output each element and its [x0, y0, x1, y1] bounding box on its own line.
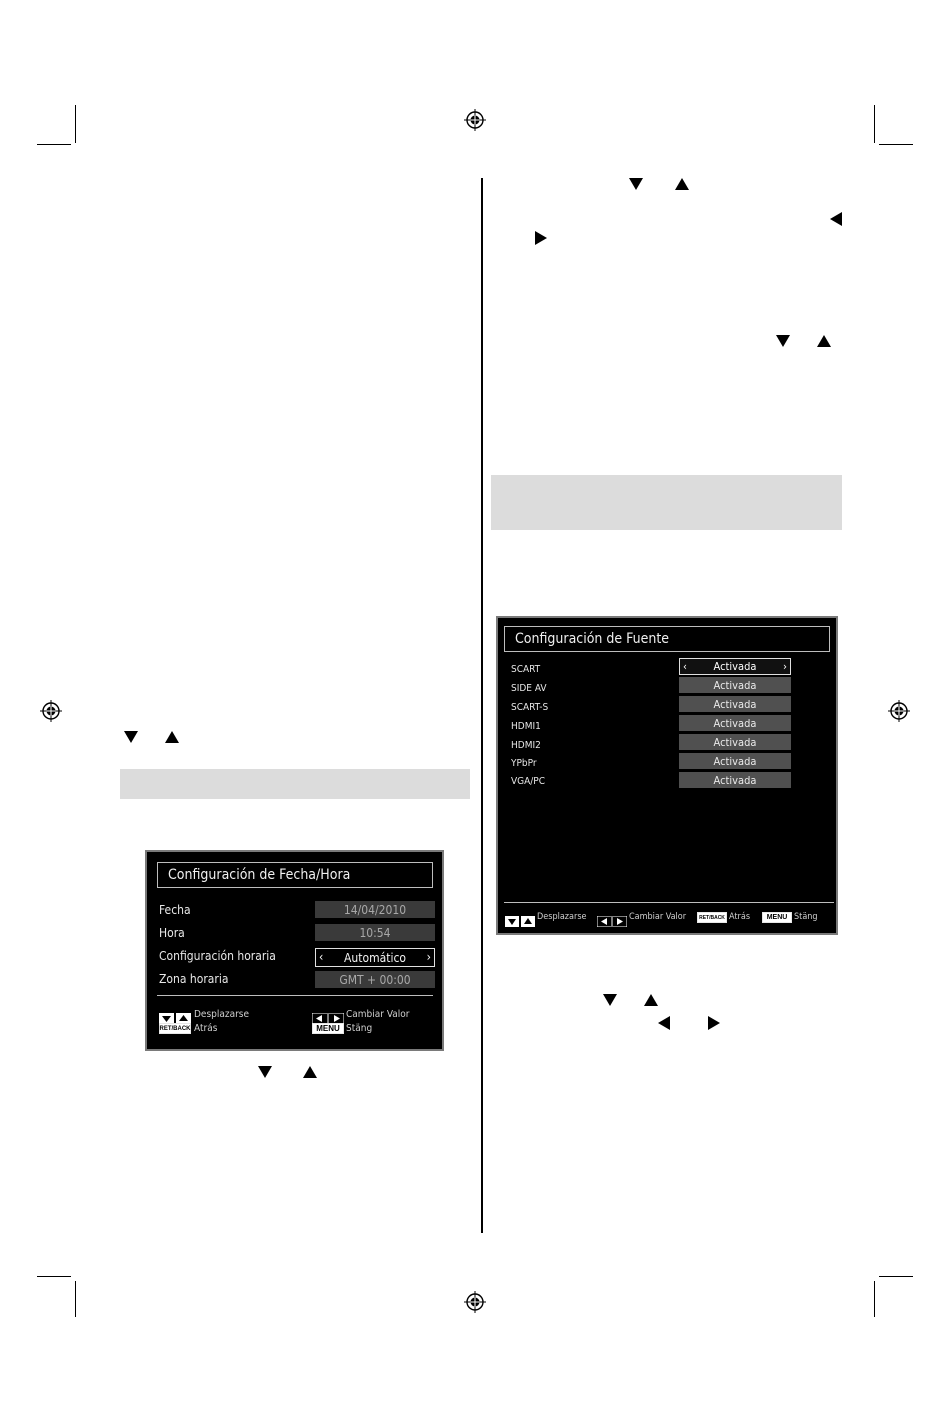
scart-s-value[interactable]: Activada	[679, 696, 791, 712]
scart-value: Activada	[713, 660, 757, 673]
section-heading-band	[120, 769, 470, 799]
registration-target-icon	[464, 1291, 486, 1313]
dialog-title: Configuración de Fuente	[504, 626, 830, 652]
source-label-ypbpr: YPbPr	[511, 758, 537, 769]
dialog-divider	[504, 902, 834, 903]
triangle-up-icon	[817, 335, 831, 347]
crop-mark-tr-v	[874, 105, 875, 143]
vga-pc-value[interactable]: Activada	[679, 772, 791, 788]
column-divider	[481, 178, 483, 1233]
crop-mark-tr-h	[879, 144, 913, 145]
triangle-right-icon	[708, 1016, 720, 1030]
hdmi2-value[interactable]: Activada	[679, 734, 791, 750]
source-label-side-av: SIDE AV	[511, 683, 547, 694]
zona-horaria-value[interactable]: GMT + 00:00	[315, 971, 435, 988]
menu-key: MENU	[312, 1023, 344, 1034]
change-keys-icon	[312, 1009, 344, 1020]
row-label-hora: Hora	[159, 926, 185, 940]
hdmi1-value[interactable]: Activada	[679, 715, 791, 731]
registration-target-icon	[464, 109, 486, 131]
triangle-down-icon	[603, 994, 617, 1006]
crop-mark-bl-h	[37, 1276, 71, 1277]
row-label-zona-horaria: Zona horaria	[159, 972, 229, 986]
hint-close: Stäng	[346, 1023, 373, 1034]
ypbpr-value[interactable]: Activada	[679, 753, 791, 769]
chevron-left-icon[interactable]: ‹	[319, 950, 324, 964]
source-label-hdmi2: HDMI2	[511, 740, 541, 751]
chevron-right-icon[interactable]: ›	[426, 950, 431, 964]
triangle-down-icon	[258, 1066, 272, 1078]
hint-back: Atrás	[194, 1023, 218, 1034]
dialog-divider	[157, 995, 433, 996]
section-heading-band	[491, 475, 842, 530]
ret-back-key: RET/BACK	[697, 912, 727, 923]
crop-mark-br-v	[874, 1281, 875, 1317]
row-label-configuracion-horaria: Configuración horaria	[159, 949, 276, 963]
scroll-keys-icon	[159, 1009, 191, 1020]
triangle-down-icon	[776, 335, 790, 347]
row-label-fecha: Fecha	[159, 903, 191, 917]
triangle-left-icon	[658, 1016, 670, 1030]
hint-change: Cambiar Valor	[629, 912, 687, 922]
triangle-up-icon	[675, 178, 689, 190]
source-label-scart-s: SCART-S	[511, 702, 549, 713]
hint-back: Atrás	[729, 912, 751, 922]
crop-mark-bl-v	[75, 1281, 76, 1317]
hint-change: Cambiar Valor	[346, 1009, 410, 1020]
registration-target-icon	[40, 700, 62, 722]
triangle-down-icon	[629, 178, 643, 190]
hint-close: Stäng	[794, 912, 818, 922]
configuracion-horaria-selector[interactable]	[315, 948, 435, 967]
datetime-settings-dialog	[145, 850, 444, 1051]
source-label-scart: SCART	[511, 664, 541, 675]
source-settings-dialog	[496, 616, 838, 935]
configuracion-horaria-value: Automático	[344, 950, 406, 965]
registration-target-icon	[888, 700, 910, 722]
fecha-value[interactable]: 14/04/2010	[315, 901, 435, 918]
change-keys-icon	[597, 912, 627, 923]
crop-mark-tl-v	[75, 105, 76, 143]
triangle-up-icon	[303, 1066, 317, 1078]
crop-mark-tl-h	[37, 144, 71, 145]
hora-value[interactable]: 10:54	[315, 924, 435, 941]
triangle-left-icon	[830, 212, 842, 226]
scroll-keys-icon	[505, 912, 535, 923]
triangle-down-icon	[124, 731, 138, 743]
dialog-title: Configuración de Fecha/Hora	[157, 862, 433, 888]
triangle-up-icon	[165, 731, 179, 743]
source-label-hdmi1: HDMI1	[511, 721, 541, 732]
crop-mark-br-h	[879, 1276, 913, 1277]
chevron-right-icon[interactable]: ›	[783, 660, 787, 673]
hint-scroll: Desplazarse	[194, 1009, 250, 1020]
source-label-vga-pc: VGA/PC	[511, 776, 546, 787]
scart-selector[interactable]	[679, 658, 791, 675]
side-av-value[interactable]: Activada	[679, 677, 791, 693]
triangle-right-icon	[535, 231, 547, 245]
triangle-up-icon	[644, 994, 658, 1006]
chevron-left-icon[interactable]: ‹	[683, 660, 687, 673]
menu-key: MENU	[762, 912, 792, 923]
hint-scroll: Desplazarse	[537, 912, 587, 922]
ret-back-key: RET/BACK	[159, 1023, 191, 1034]
